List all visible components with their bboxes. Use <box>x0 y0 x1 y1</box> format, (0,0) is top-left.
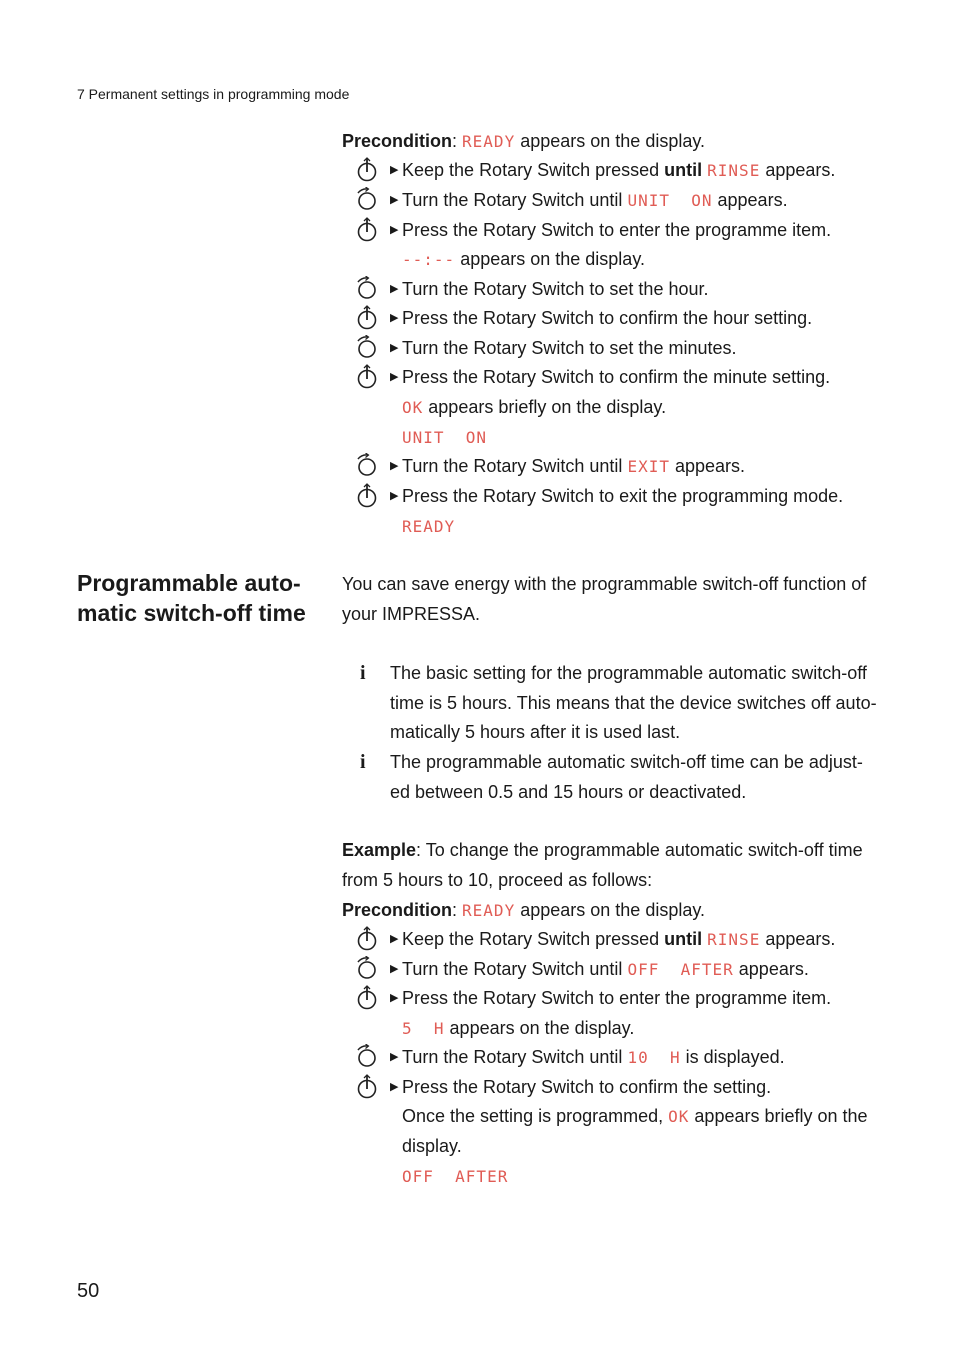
step-text-post: appears. <box>765 929 836 949</box>
info-text: The programmable automatic switch-off time can be adjust-ed between 0.5 and 15 hours or deactivated. <box>390 752 863 802</box>
step-text <box>402 955 809 984</box>
step-text <box>402 1043 785 1072</box>
bullet-triangle: ▶ <box>390 224 399 236</box>
step-text: Press the Rotary Switch to enter the programme item. <box>402 220 832 240</box>
precondition-suffix: appears on the display. <box>520 900 706 920</box>
lcd-text: UNIT ON <box>402 428 488 447</box>
step-text-pre: Keep the Rotary Switch pressed <box>402 160 665 180</box>
page-number: 50 <box>77 1280 100 1302</box>
info-icon: i <box>360 751 366 773</box>
turn-knob-icon <box>354 187 380 213</box>
step-note <box>402 1165 508 1188</box>
note-text-pre: Once the setting is programmed, <box>402 1106 664 1126</box>
press-knob-icon <box>354 364 380 390</box>
press-knob-icon <box>354 985 380 1011</box>
bullet-triangle: ▶ <box>390 933 399 945</box>
step-note <box>402 515 455 538</box>
press-knob-icon <box>354 926 380 952</box>
step-text-pre: Turn the Rotary Switch until <box>402 959 623 979</box>
running-head: 7 Permanent settings in programming mode <box>77 86 350 102</box>
precondition-label: Precondition <box>342 131 453 151</box>
bullet-triangle: ▶ <box>390 490 399 502</box>
step-text-post: appears. <box>765 160 836 180</box>
info-note <box>360 748 890 808</box>
step-note <box>402 1017 634 1040</box>
intro-paragraph: You can save energy with the programmable switch-off function of your IMPRESSA. <box>342 574 867 624</box>
turn-knob-icon <box>354 335 380 361</box>
info-icon: i <box>360 662 366 684</box>
lcd-text: UNIT ON <box>627 191 713 210</box>
press-knob-icon <box>354 305 380 331</box>
step-text <box>402 156 835 185</box>
lcd-text: EXIT <box>627 457 670 476</box>
step-text-post: appears. <box>738 959 809 979</box>
precondition-suffix: appears on the display. <box>520 131 706 151</box>
turn-knob-icon <box>354 1044 380 1070</box>
note-text: appears on the display. <box>449 1018 635 1038</box>
step-text-bold: until <box>664 929 703 949</box>
bullet-triangle: ▶ <box>390 342 399 354</box>
lcd-text: READY <box>402 517 456 536</box>
step-text: Press the Rotary Switch to confirm the setting. <box>402 1077 772 1097</box>
bullet-triangle: ▶ <box>390 1081 399 1093</box>
step-text-pre: Turn the Rotary Switch until <box>402 190 623 210</box>
step-text: Press the Rotary Switch to confirm the minute setting. <box>402 367 831 387</box>
lcd-text: OK <box>668 1107 690 1126</box>
precondition-line: Precondition: READY appears on the display. <box>342 900 706 920</box>
info-text: The basic setting for the programmable automatic switch-off time is 5 hours. This means that the device switches off auto-matically 5 hours after it is used last. <box>390 663 877 742</box>
bullet-triangle: ▶ <box>390 164 399 176</box>
lcd-text: OFF AFTER <box>402 1167 509 1186</box>
note-text: appears on the display. <box>460 249 645 269</box>
bullet-triangle: ▶ <box>390 963 399 975</box>
lcd-text: OFF AFTER <box>627 960 734 979</box>
turn-knob-icon <box>354 453 380 479</box>
press-knob-icon <box>354 217 380 243</box>
bullet-triangle: ▶ <box>390 371 399 383</box>
step-text: Press the Rotary Switch to exit the programming mode. <box>402 486 844 506</box>
precondition-line: Precondition: READY appears on the display. <box>342 131 706 151</box>
step-text <box>402 925 835 954</box>
lcd-text: 10 H <box>627 1048 681 1067</box>
lcd-text: READY <box>462 132 516 151</box>
example-label: Example <box>342 840 417 860</box>
lcd-text: OK <box>402 398 424 417</box>
step-text-bold: until <box>664 160 703 180</box>
step-note <box>402 1102 887 1161</box>
step-text-post: appears. <box>674 456 746 476</box>
step-note <box>402 396 666 419</box>
step-text: Turn the Rotary Switch to set the hour. <box>402 279 709 299</box>
bullet-triangle: ▶ <box>390 1051 399 1063</box>
bullet-triangle: ▶ <box>390 283 399 295</box>
lcd-text: --:-- <box>402 250 456 269</box>
bullet-triangle: ▶ <box>390 194 399 206</box>
step-text: Press the Rotary Switch to enter the programme item. <box>402 988 832 1008</box>
step-text-pre: Turn the Rotary Switch until <box>402 1047 623 1067</box>
lcd-text: 5 H <box>402 1019 445 1038</box>
example-text: : To change the programmable automatic switch-off time from 5 hours to 10, proceed as follows: <box>342 840 863 890</box>
step-text-pre: Keep the Rotary Switch pressed <box>402 929 665 949</box>
note-text: appears briefly on the display. <box>428 397 667 417</box>
info-note <box>360 659 890 749</box>
bullet-triangle: ▶ <box>390 460 399 472</box>
lcd-text: RINSE <box>707 930 761 949</box>
step-note <box>402 248 645 271</box>
press-knob-icon <box>354 157 380 183</box>
press-knob-icon <box>354 483 380 509</box>
turn-knob-icon <box>354 276 380 302</box>
step-text: Turn the Rotary Switch to set the minutes. <box>402 338 737 358</box>
turn-knob-icon <box>354 956 380 982</box>
bullet-triangle: ▶ <box>390 312 399 324</box>
section-heading: Programmable auto-matic switch-off time <box>77 570 306 626</box>
step-text <box>402 452 745 481</box>
precondition-label: Precondition <box>342 900 453 920</box>
press-knob-icon <box>354 1074 380 1100</box>
step-text: Press the Rotary Switch to confirm the hour setting. <box>402 308 813 328</box>
step-text <box>402 186 788 215</box>
bullet-triangle: ▶ <box>390 992 399 1004</box>
lcd-text: READY <box>462 901 516 920</box>
step-note <box>402 426 487 449</box>
step-text-post: appears. <box>717 190 788 210</box>
example-paragraph <box>342 836 887 895</box>
step-text-pre: Turn the Rotary Switch until <box>402 456 623 476</box>
step-text-post: is displayed. <box>685 1047 785 1067</box>
note-text-post: appears briefly on the display. <box>402 1106 868 1156</box>
lcd-text: RINSE <box>707 161 761 180</box>
